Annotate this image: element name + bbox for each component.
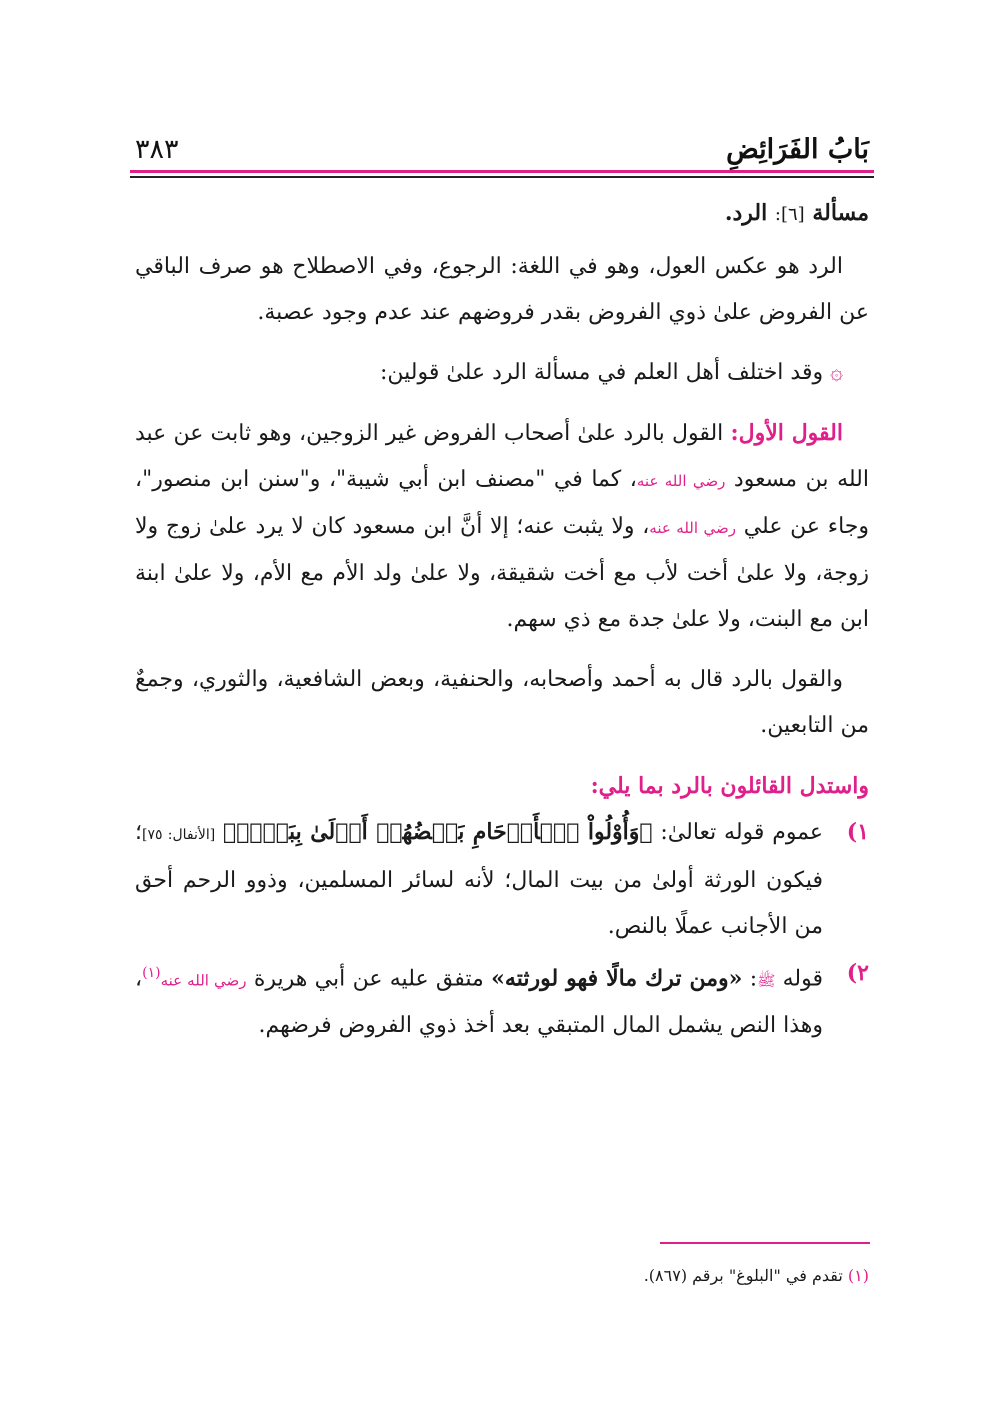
disagreement-paragraph [135,350,869,396]
evidence-item-2 [135,950,869,1049]
header-rule-dark [130,176,874,178]
first-opinion-text-c: ، ولا يثبت عنه؛ إلا أنَّ ابن مسعود كان لا يرد علىٰ زوج ولا زوجة، ولا علىٰ أخت لأب مع أخت شقيقة، ولا علىٰ ولد الأم مع الأم، ولا علىٰ ابنة ابن مع البنت، ولا علىٰ جدة مع ذي سهم. [135,514,869,632]
first-opinion-text-a: القول بالرد علىٰ أصحاب الفروض غير الزوجين، وهو ثابت عن عبد الله بن مسعود [135,421,869,492]
issue-label: مسألة [812,200,869,226]
quran-verse: ﴿وَأُوْلُواْ ٱلۡأَرۡحَامِ بَعۡضُهُمۡ أَوۡلَىٰ بِبَعۡضٖ﴾ [223,819,653,845]
item-number: ١) [846,819,869,845]
item-post: ، وهذا النص يشمل المال المتبقي بعد أخذ ذوي الفروض فرضهم. [135,966,823,1039]
evidence-heading: واستدل القائلون بالرد بما يلي: [590,773,869,799]
item-number: ٢) [846,960,869,986]
first-opinion-label: القول الأول: [730,420,843,446]
honorific-3: رضي الله عنه [160,971,247,990]
first-opinion-text-b: ، كما في "مصنف ابن أبي شيبة"، و"سنن ابن منصور"، وجاء عن علي [135,467,869,539]
page-header [135,125,869,165]
definition-paragraph: الرد هو عكس العول، وهو في اللغة: الرجوع، وفي الاصطلاح هو صرف الباقي عن الفروض علىٰ ذوي الفروض بقدر فروضهم عند عدم وجود عصبة. [135,254,869,325]
hadith-text: «ومن ترك مالًا فهو لورثته» [491,965,743,992]
ornament-icon: ۞ [830,360,843,385]
issue-topic: الرد. [724,200,768,226]
item-pre: قوله [782,966,824,992]
evidence-item-1 [135,809,869,950]
footnote-number: (١) [847,1266,869,1285]
item-colon: : [749,966,758,992]
first-opinion-paragraph [135,410,869,643]
item-post: ؛ فيكون الورثة أولىٰ من بيت المال؛ لأنه لسائر المسلمين، وذوو الرحم أحق من الأجانب عملًا بالنص. [135,820,823,939]
disagreement-text: وقد اختلف أهل العلم في مسألة الرد علىٰ قولين: [379,360,824,385]
header-rule-pink [130,170,874,173]
item-pre: عموم قوله تعالىٰ: [660,820,824,845]
footnote [135,1262,869,1290]
item-text [135,950,823,1049]
item-text [135,809,823,950]
honorific-2: رضي الله عنه [649,519,736,537]
prophet-honorific: ﷺ [757,971,776,990]
footnote-rule [660,1242,870,1244]
chapter-title: بَابُ الفَرَائِضِ [726,134,869,165]
page-body [135,190,869,1049]
footnote-text: تقدم في "البلوغ" برقم (٨٦٧). [643,1266,843,1285]
issue-number: [٦]: [774,204,805,225]
supporters-paragraph: والقول بالرد قال به أحمد وأصحابه، والحنفية، وبعض الشافعية، والثوري، وجمعٌ من التابعين. [135,667,869,738]
issue-heading [135,190,869,238]
page-number: ٣٨٣ [135,134,179,165]
footnote-marker[interactable]: (١) [142,965,161,981]
verse-reference: [الأنفال: ٧٥] [142,827,216,843]
item-mid: متفق عليه عن أبي هريرة [253,966,484,992]
honorific-1: رضي الله عنه [636,472,726,490]
